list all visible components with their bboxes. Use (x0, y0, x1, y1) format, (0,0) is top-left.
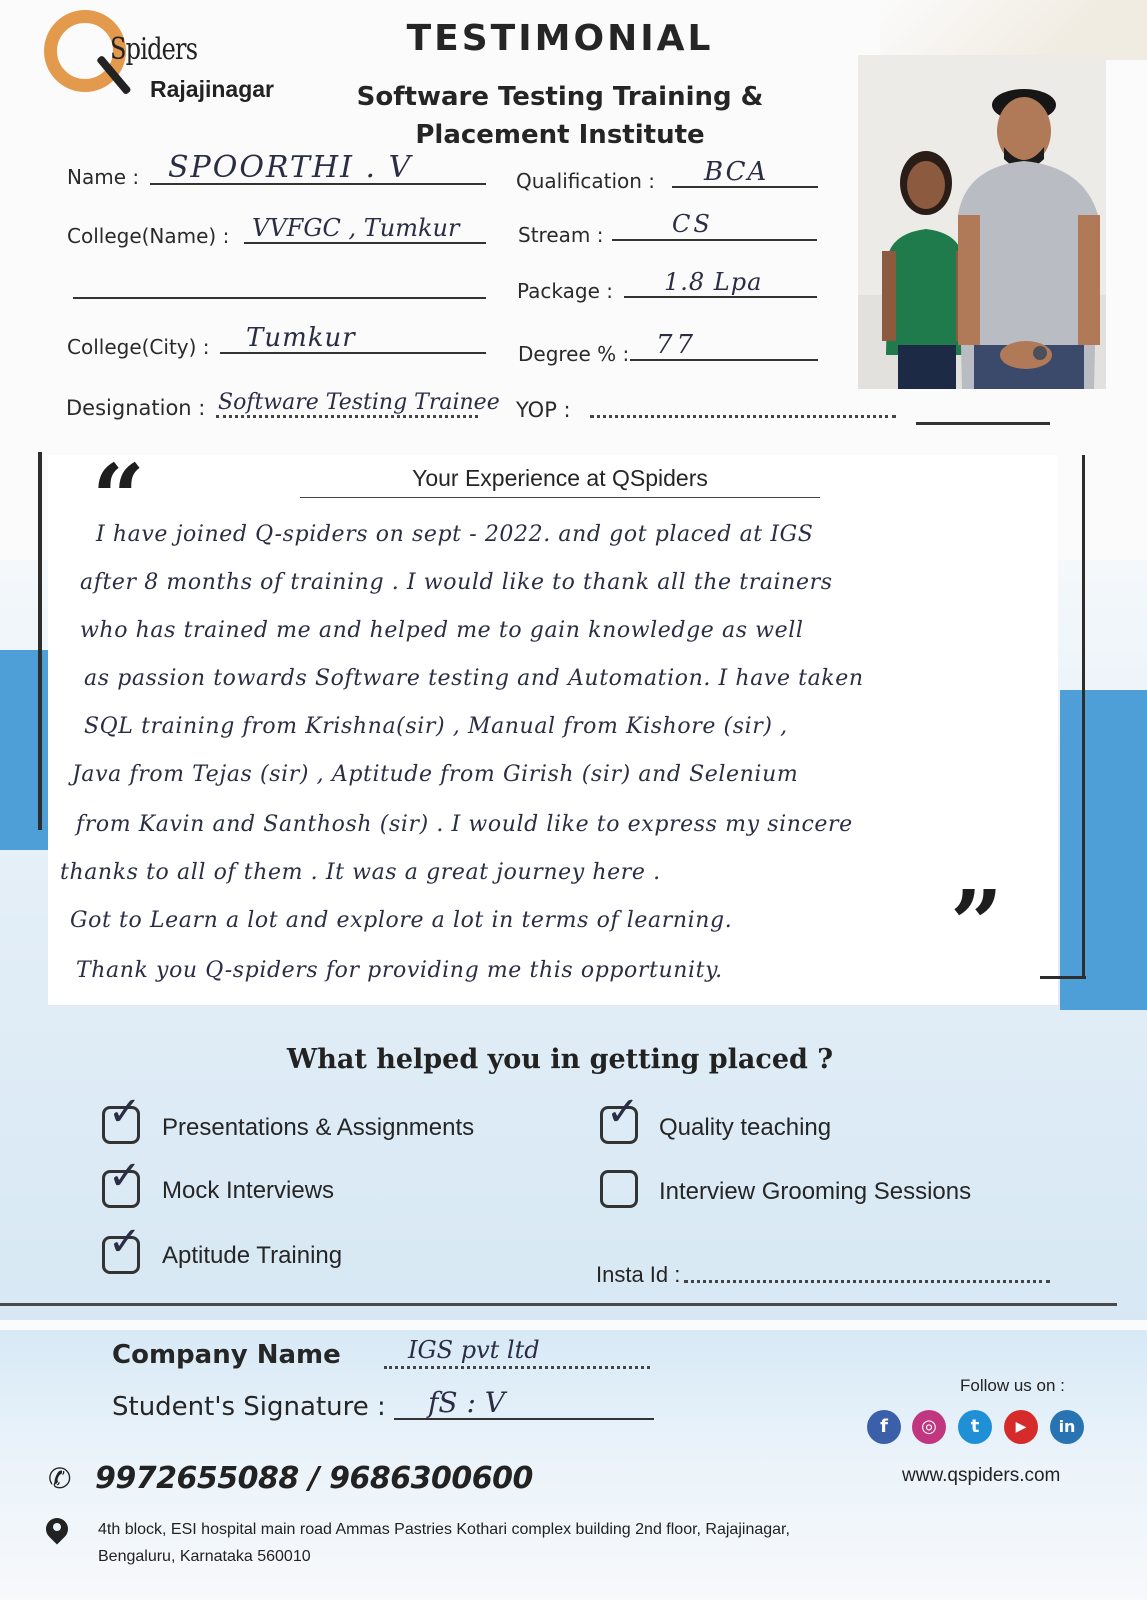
yop-line (590, 415, 896, 418)
logo-location: Rajajinagar (150, 76, 274, 102)
college-line (244, 242, 486, 244)
page-subtitle (330, 78, 790, 154)
college-value: VVFGC , Tumkur (252, 214, 460, 242)
experience-line: who has trained me and helped me to gain knowledge as well (80, 618, 804, 643)
corner-decoration (880, 0, 1147, 60)
checkbox-interview-grooming[interactable] (600, 1170, 638, 1208)
option-quality-teaching-label: Quality teaching (659, 1114, 832, 1141)
stream-value: CS (672, 210, 713, 238)
yop-ink-stroke (916, 422, 1050, 425)
experience-line: as passion towards Software testing and Automation. I have taken (84, 666, 864, 691)
subtitle-line-1: Software Testing Training & (356, 82, 764, 112)
experience-heading: Your Experience at QSpiders (412, 465, 708, 491)
student-photo (858, 55, 1106, 389)
experience-heading-underline (300, 497, 820, 498)
name-label: Name : (67, 165, 140, 189)
experience-line: Java from Tejas (sir) , Aptitude from Girish (sir) and Selenium (72, 762, 799, 787)
address (98, 1516, 790, 1570)
insta-line (684, 1280, 1050, 1283)
name-value: SPOORTHI . V (168, 150, 413, 185)
experience-line: Got to Learn a lot and explore a lot in terms of learning. (70, 908, 733, 933)
option-aptitude-training-label: Aptitude Training (162, 1242, 343, 1269)
package-value: 1.8 Lpa (664, 268, 763, 296)
background-wedge-right (1060, 690, 1147, 1010)
stream-label: Stream : (518, 223, 604, 247)
experience-frame-left (38, 452, 42, 830)
qualification-label: Qualification : (516, 169, 656, 193)
company-label: Company Name (112, 1340, 341, 1370)
check-mark-icon: ✓ (108, 1089, 142, 1135)
college-extra-line (73, 297, 486, 299)
section-divider (0, 1303, 1117, 1306)
company-line (384, 1366, 650, 1369)
twitter-icon[interactable]: t (958, 1410, 992, 1444)
phone-icon: ✆ (48, 1462, 72, 1495)
experience-line: thanks to all of them . It was a great journey here . (60, 860, 661, 885)
subtitle-line-2: Placement Institute (415, 120, 705, 150)
helped-title: What helped you in getting placed ? (286, 1044, 834, 1075)
city-label: College(City) : (67, 335, 210, 359)
logo-wordmark: Spiders (110, 32, 198, 67)
instagram-icon[interactable]: ◎ (912, 1410, 946, 1444)
option-interview-grooming-label: Interview Grooming Sessions (659, 1178, 972, 1205)
experience-line: SQL training from Krishna(sir) , Manual from Kishore (sir) , (84, 714, 788, 739)
package-label: Package : (517, 279, 613, 303)
experience-line: after 8 months of training . I would like to thank all the trainers (80, 570, 833, 595)
college-label: College(Name) : (67, 224, 230, 248)
facebook-icon[interactable]: f (867, 1410, 901, 1444)
experience-frame-bottom (1040, 976, 1086, 979)
designation-label: Designation : (66, 396, 206, 420)
city-value: Tumkur (246, 323, 356, 353)
open-quote-icon: “ (92, 444, 145, 552)
insta-label: Insta Id : (596, 1262, 681, 1287)
designation-line (216, 415, 478, 418)
website-link[interactable]: www.qspiders.com (902, 1465, 1061, 1486)
close-quote-icon: ” (950, 870, 1003, 978)
page-title: TESTIMONIAL (406, 18, 714, 59)
address-line-2: Bengaluru, Karnataka 560010 (98, 1548, 311, 1565)
experience-line: Thank you Q-spiders for providing me this opportunity. (76, 958, 723, 983)
signature-label: Student's Signature : (112, 1392, 386, 1422)
location-pin-dot (53, 1523, 61, 1531)
photo-illustration (858, 55, 1106, 389)
follow-label: Follow us on : (960, 1376, 1065, 1395)
youtube-icon[interactable]: ▶ (1004, 1410, 1038, 1444)
qualification-value: BCA (704, 157, 769, 187)
package-line (624, 296, 817, 298)
check-mark-icon: ✓ (108, 1153, 142, 1199)
experience-frame-right (1082, 455, 1085, 977)
company-value: IGS pvt ltd (408, 1336, 540, 1364)
signature-value: fS : V (428, 1386, 505, 1419)
yop-label: YOP : (516, 398, 571, 422)
stream-line (612, 239, 817, 241)
address-line-1: 4th block, ESI hospital main road Ammas Pastries Kothari complex building 2nd floor, Rajajinagar, (98, 1521, 790, 1538)
degree-value: 77 (656, 330, 698, 360)
experience-line: I have joined Q-spiders on sept - 2022. and got placed at IGS (96, 522, 814, 547)
phone-numbers: 9972655088 / 9686300600 (95, 1461, 533, 1496)
check-mark-icon: ✓ (108, 1219, 142, 1265)
check-mark-icon: ✓ (606, 1089, 640, 1135)
degree-label: Degree % : (518, 342, 630, 366)
designation-value: Software Testing Trainee (218, 390, 500, 415)
option-mock-interviews-label: Mock Interviews (162, 1177, 335, 1204)
option-presentations-label: Presentations & Assignments (162, 1114, 475, 1141)
linkedin-icon[interactable]: in (1050, 1410, 1084, 1444)
experience-line: from Kavin and Santhosh (sir) . I would like to express my sincere (76, 812, 853, 837)
